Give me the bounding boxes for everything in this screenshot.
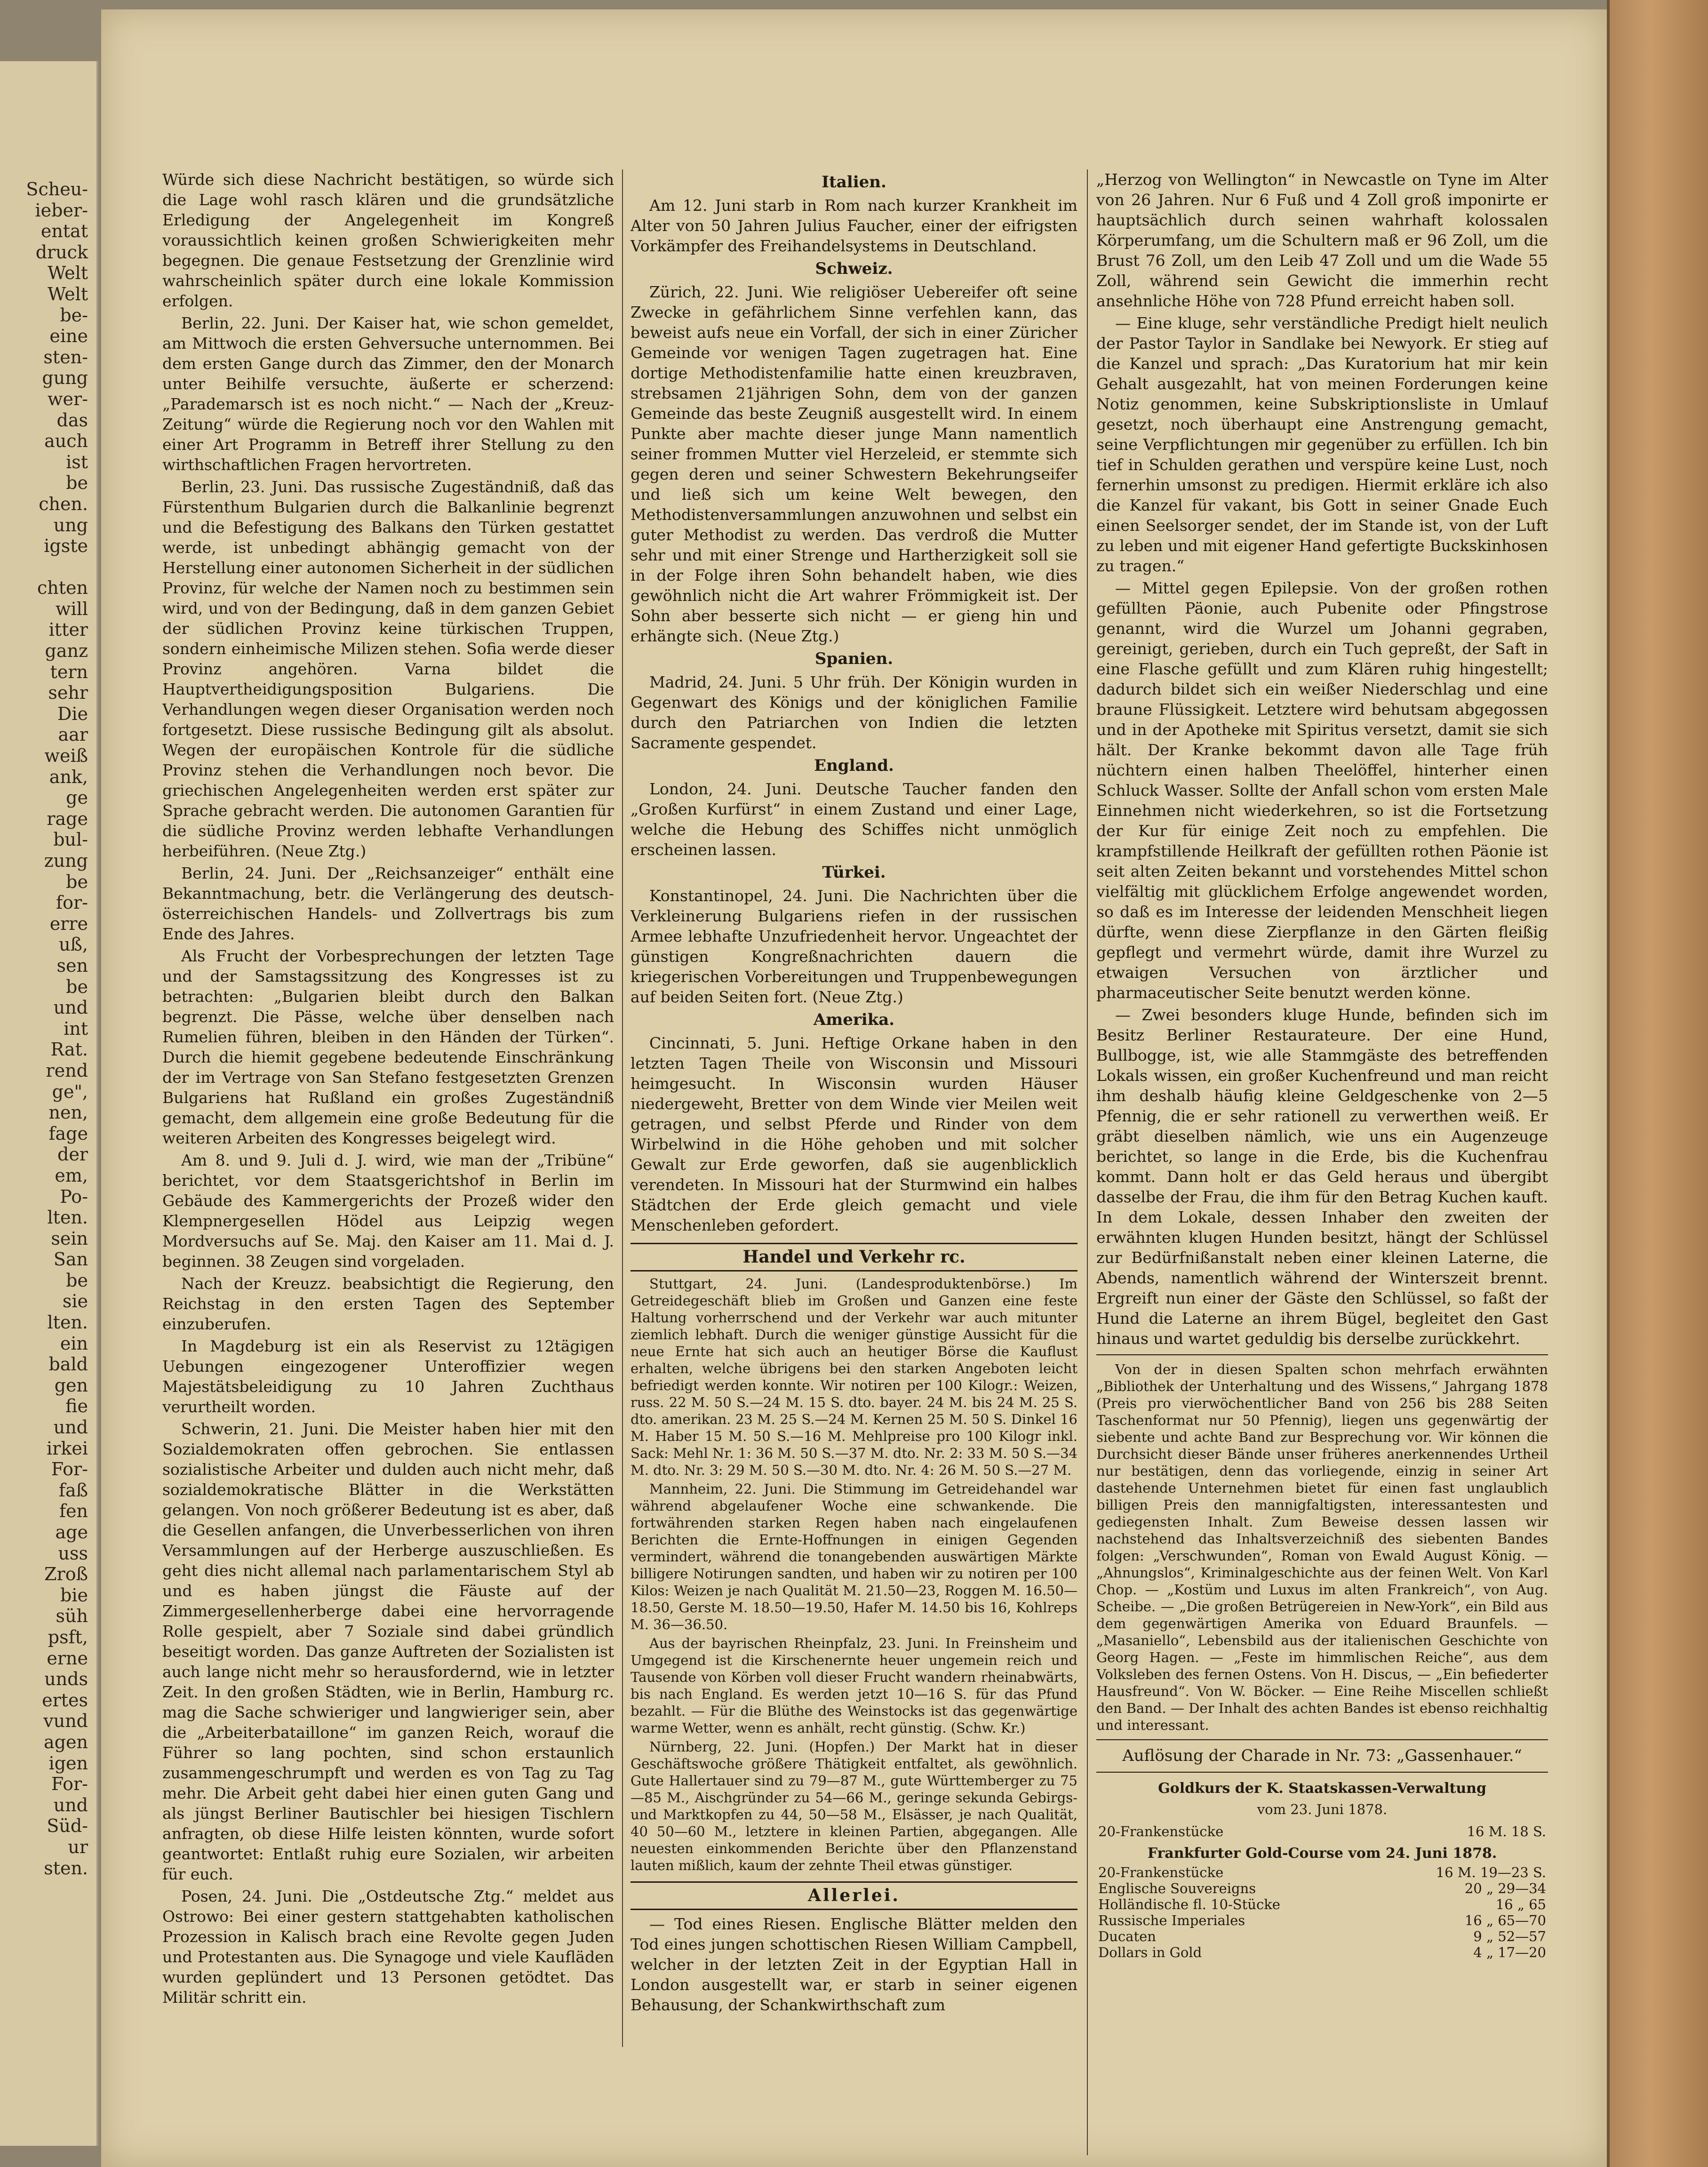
table-row — [1096, 1896, 1548, 1912]
article-paragraph: Am 8. und 9. Juli d. J. wird, wie man der „Tribüne“ berichtet, vor dem Staatsgerichtshof in Berlin im Gebäude des Kammergerichts der Prozeß wider den Klempnergesellen Hödel aus Leipzig wegen Mordversuchs auf Se. Maj. den Kaiser am 11. Mai d. J. beginnen. 38 Zeugen sind vorgeladen. — [162, 1151, 614, 1271]
market-report: Aus der bayrischen Rheinpfalz, 23. Juni. In Freinsheim und Umgegend ist die Kirschenernte heuer ungemein reich und Tausende von Körben voll dieser Frucht wandern rheinabwärts, bis nach England. Es werden jetzt 10—16 S. für das Pfund bezahlt. — Für die Blüthe des Weinstocks ist das gegenwärtige warme Wetter, wenn es anhält, recht günstig. (Schw. Kr.) — [631, 1635, 1077, 1736]
table-row — [1096, 1864, 1548, 1880]
rate-value: 16 M. 18 S. — [1467, 1823, 1546, 1839]
rate-value: 4 „ 17—20 — [1473, 1944, 1546, 1960]
rate-label: Dollars in Gold — [1098, 1944, 1202, 1960]
divider — [1096, 1739, 1548, 1740]
article-paragraph: Schwerin, 21. Juni. Die Meister haben hier mit den Sozialdemokraten offen gebrochen. Sie entlassen sozialistische Arbeiter und dulden auch nicht mehr, daß sozialdemokratische Blätter in die Werkstätten gelangen. Von noch größerer Bedeutung ist es aber, daß die Gesellen anfangen, die Unverbesserlichen von ihren Versammlungen auf der Herberge auszuschließen. Es geht dies nicht allemal nach parlamentarischem Styl ab und es haben jüngst die Fäuste auf der Zimmergesellenherberge dabei eine hervorragende Rolle gespielt, aber 7 Soziale sind dabei gründlich beseitigt worden. Das ganze Auftreten der Sozialisten ist auch lange nicht mehr so herausfordernd, wie in letzter Zeit. In den großen Städten, wie in Berlin, Hamburg rc. mag die Sache schwieriger und langwieriger sein, aber die „Arbeiterbataillone“ im ganzen Reich, worauf die Führer so lang pochten, sind schon erstaunlich zusammengeschrumpft und werden es von Tag zu Tag mehr. Die Arbeit geht dabei hier einen guten Gang und als jüngst Berliner Bautischler bei hiesigen Tischlern anfragten, ob diese Hilfe leisten könnten, wurde sofort geantwortet: Entlaßt ruhig eure Sozialen, wir arbeiten für euch. — [162, 1420, 614, 1883]
rate-value: 9 „ 52—57 — [1473, 1928, 1546, 1944]
article-paragraph: Zürich, 22. Juni. Wie religiöser Uebereifer oft seine Zwecke in gefährlichem Sinne verfehlen kann, das beweist aufs neue ein Vorfall, der sich in einer Züricher Gemeinde vor wenigen Tagen zugetragen hat. Eine dortige Methodistenfamilie hatte einen kreuzbraven, strebsamen 21jährigen Sohn, dem von der ganzen Gemeinde das beste Zeugniß ausgestellt wird. In einem Punkte aber machte dieser junge Mann namentlich seiner frommen Mutter viel Herzeleid, er stemmte sich gegen deren und seiner Schwestern Bekehrungseifer und ließ sich um keine Welt bewegen, den Methodistenversammlungen anzuwohnen und selbst ein guter Methodist zu werden. Das verdroß die Mutter sehr und mit einer Strenge und Hartherzigkeit soll sie in der Folge ihren Sohn behandelt haben, wie dies gewöhnlich nicht die Art wahrer Frömmigkeit ist. Der Sohn aber besserte sich nicht — er gieng hin und erhängte sich. (Neue Ztg.) — [631, 283, 1077, 645]
facing-page-fragments: Scheu- ieber- entat druck Welt Welt be- eine sten- gung wer- das auch ist be chen. ung igste chten will itter ganz tern sehr Die aar weiß ank, ge rage bul- zung be for- erre uß, sen be und int Rat. rend ge", nen, fage der em, Po- lten. sein San be sie lten. ein bald gen fie und irkei For- faß fen age uss Zroß bie süh psft, erne unds ertes vund agen igen For- und Süd- ur sten. — [26, 179, 88, 1879]
article-paragraph: — Mittel gegen Epilepsie. Von der großen rothen gefüllten Päonie, auch Pubenite oder Pfingstrose genannt, wird die Wurzel um Johanni gegraben, gereinigt, gerieben, durch ein Tuch gepreßt, der Saft in eine Flasche gefüllt und zum Klären ruhig hingestellt; dadurch bildet sich ein weißer Niederschlag und eine braune Flüssigkeit. Letztere wird behutsam abgegossen und in der Apotheke mit Spiritus versetzt, damit sie sich hält. Der Kranke bekommt davon alle Tage früh nüchtern einen halben Theelöffel, hinterher einen Schluck Wasser. Sollte der Anfall schon vom ersten Male Einnehmen nicht wiederkehren, so ist die Fortsetzung der Kur für einige Zeit noch zu empfehlen. Die krampfstillende Heilkraft der gefüllten rothen Päonie ist seit alten Zeiten bekannt und vorstehendes Mittel schon vielfältig mit glücklichem Erfolge angewendet worden, so daß es im Interesse der leidenden Menschheit liegen dürfte, wenn diese Zierpflanze in den Gärten fleißig gepflegt und vermehrt würde, damit ihre Wurzel zu etwaigen Versuchen von ärztlicher und pharmaceutischer Seite benutzt werden könne. — [1096, 579, 1548, 1002]
rate-value: 16 „ 65—70 — [1464, 1912, 1546, 1928]
rate-label: Russische Imperiales — [1098, 1912, 1245, 1928]
market-report: Nürnberg, 22. Juni. (Hopfen.) Der Markt hat in dieser Geschäftswoche größere Thätigkeit entfaltet, als gewöhnlich. Gute Hallertauer sind zu 79—87 M., gute Württemberger zu 75—85 M., Aischgründer zu 54—66 M., geringe sekunda Gebirgs- und Marktkopfen zu 44, 50—58 M., Elsässer, je nach Qualität, 40 50—60 M., letztere in kleinen Partien, abgegangen. Alle neuesten einkommenden Berichte über den Pflanzenstand lauten mißlich, kaum der zehnte Theil etwas günstiger. — [631, 1739, 1077, 1873]
article-paragraph: Würde sich diese Nachricht bestätigen, so würde sich die Lage wohl rasch klären und die grundsätzliche Erledigung der Angelegenheit im Kongreß voraussichtlich keinen großen Schwierigkeiten mehr begegnen. Die genaue Festsetzung der Grenzlinie wird wahrscheinlich später durch eine lokale Kommission erfolgen. — [162, 170, 614, 310]
article-paragraph: Konstantinopel, 24. Juni. Die Nachrichten über die Verkleinerung Bulgariens riefen in der russischen Armee lebhafte Unzufriedenheit hervor. Ungeachtet der günstigen Kongreßnachrichten dauern die kriegerischen Vorbereitungen und Truppenbewegungen auf beiden Seiten fort. (Neue Ztg.) — [631, 887, 1077, 1006]
article-paragraph: Berlin, 24. Juni. Der „Reichsanzeiger“ enthält eine Bekanntmachung, betr. die Verlängerung des deutsch-österreichischen Handels- und Zollvertrags bis zum Ende des Jahres. — [162, 864, 614, 943]
table-row — [1096, 1823, 1548, 1839]
column-3 — [1096, 169, 1548, 2165]
article-paragraph: Berlin, 22. Juni. Der Kaiser hat, wie schon gemeldet, am Mittwoch die ersten Gehversuche unternommen. Bei dem ersten Gange durch das Zimmer, den der Monarch unter Beihilfe versuchte, äußerte er scherzend: „Parademarsch ist es noch nicht.“ — Nach der „Kreuz-Zeitung“ würde die Regierung noch vor den Wahlen mit einer Art Programm in Betreff ihrer Stellung zu den wirthschaftlichen Fragen hervortreten. — [162, 314, 614, 474]
article-paragraph: — Zwei besonders kluge Hunde, befinden sich im Besitz Berliner Restaurateure. Der eine Hund, Bullbogge, ist, wie alle Stammgäste des betreffenden Lokals wissen, ein großer Kuchenfreund und man reicht ihm deshalb häufig kleine Geldgeschenke von 2—5 Pfennig, die er sehr rationell zu verwerthen weiß. Er gräbt dieselben nämlich, wie uns ein Augenzeuge berichtet, so lange in die Erde, bis die Kuchenfrau kommt. Dann holt er das Geld heraus und übergibt dasselbe der Frau, die ihm für den Betrag Kuchen kauft. In dem Lokale, dessen Inhaber den zweiten der erwähnten klugen Hunden besitzt, hängt der Schlüssel zur Bedürfnißanstalt neben einer kleinen Laterne, die Abends, namentlich während der Winterszeit brennt. Ergreift nun einer der Gäste den Schlüssel, so faßt der Hund die Laterne an ihrem Bügel, begleitet den Gast hinaus und wartet geduldig bis derselbe zurückkehrt. — [1096, 1006, 1548, 1348]
article-paragraph: In Magdeburg ist ein als Reservist zu 12tägigen Uebungen eingezogener Unteroffizier wegen Majestätsbeleidigung zu 10 Jahren Zuchthaus verurtheilt worden. — [162, 1337, 614, 1416]
article-paragraph: London, 24. Juni. Deutsche Taucher fanden den „Großen Kurfürst“ in einem Zustand und einer Lage, welche die Hebung des Schiffes nicht unmöglich erscheinen lassen. — [631, 780, 1077, 859]
table-row — [1096, 1912, 1548, 1928]
article-paragraph: Als Frucht der Vorbesprechungen der letzten Tage und der Samstagssitzung des Kongresses ist zu betrachten: „Bulgarien bleibt durch den Balkan begrenzt. Die Pässe, welche über denselben nach Rumelien führen, bleiben in den Händen der Türken“. Durch die hiemit gegebene bedeutende Einschränkung der im Vertrage von San Stefano festgesetzten Grenzen Bulgariens hat Rußland ein großes Zugeständniß gemacht, dem allgemein eine große Bedeutung für die weiteren Arbeiten des Kongresses beigelegt wird. — [162, 947, 614, 1147]
gold-rate-date-1: vom 23. Juni 1878. — [1257, 1801, 1388, 1817]
section-heading-tuerkei: Türkei. — [822, 863, 886, 882]
article-paragraph: — Eine kluge, sehr verständliche Predigt hielt neulich der Pastor Taylor in Sandlake bei Newyork. Er stieg auf die Kanzel und sprach: „Das Kuratorium hat mir kein Gehalt ausgezahlt, hat von meinen Forderungen keine Notiz genommen, keine Subskriptionsliste in Umlauf gesetzt, noch überhaupt eine Anstrengung gemacht, seine Verpflichtungen mir gegenüber zu erfüllen. Ich bin tief in Schulden gerathen und verspüre keine Lust, noch fernerhin umsonst zu predigen. Hiermit erkläre ich also die Kanzel für vakant, bis Gott in seiner Gnade Euch einen Seelsorger sendet, der im Stande ist, von der Luft zu leben und mit eigener Hand gefertigte Buckskinhosen zu tragen.“ — [1096, 314, 1548, 575]
facing-page-edge — [0, 61, 98, 2146]
section-heading-amerika: Amerika. — [813, 1010, 895, 1029]
gold-rate-table-2 — [1096, 1864, 1548, 1960]
table-row — [1096, 1944, 1548, 1960]
article-paragraph: Madrid, 24. Juni. 5 Uhr früh. Der Königin wurden in Gegenwart des Königs und der königlichen Familie durch den Patriarchen von Indien die letzten Sacramente gespendet. — [631, 673, 1077, 752]
rate-label: 20-Frankenstücke — [1098, 1823, 1224, 1839]
column-rule-1 — [622, 169, 623, 2047]
rate-label: Holländische fl. 10-Stücke — [1098, 1896, 1280, 1912]
column-2 — [631, 169, 1077, 2155]
book-cover-edge — [1607, 0, 1708, 2167]
divider — [1096, 1772, 1548, 1773]
divider — [1096, 1354, 1548, 1355]
section-heading-handel: Handel und Verkehr rc. — [631, 1243, 1077, 1271]
table-row — [1096, 1928, 1548, 1944]
gold-rate-title-1: Goldkurs der K. Staatskassen-Verwaltung — [1158, 1780, 1486, 1797]
article-paragraph: Am 12. Juni starb in Rom nach kurzer Krankheit im Alter von 50 Jahren Julius Faucher, einer der eifrigsten Vorkämpfer des Freihandelsystems in Deutschland. — [631, 196, 1077, 255]
article-paragraph: Cincinnati, 5. Juni. Heftige Orkane haben in den letzten Tagen Theile von Wisconsin und Missouri heimgesucht. In Wisconsin wurden Häuser niedergeweht, Bretter von dem Winde vier Meilen weit getragen, und selbst Pferde und Rinder von dem Wirbelwind in die Höhe gehoben und mit solcher Gewalt zur Erde geworfen, daß sie augenblicklich verendeten. In Missouri hat der Sturmwind ein halbes Städtchen der Erde gleich gemacht und viele Menschenleben gefordert. — [631, 1034, 1077, 1234]
charade-solution: Auflösung der Charade in Nr. 73: „Gassenhauer.“ — [1122, 1746, 1522, 1765]
rate-value: 16 M. 19—23 S. — [1436, 1864, 1546, 1880]
section-heading-schweiz: Schweiz. — [815, 259, 893, 278]
section-heading-england: England. — [814, 756, 894, 775]
section-heading-allerlei: Allerlei. — [631, 1881, 1077, 1910]
gold-rate-title-2: Frankfurter Gold-Course vom 24. Juni 1878. — [1147, 1845, 1497, 1862]
article-paragraph: — Tod eines Riesen. Englische Blätter melden den Tod eines jungen schottischen Riesen William Campbell, welcher in der letzten Zeit in der Egyptian Hall in London ausgestellt war, er starb in seiner eigenen Behausung, der Schankwirthschaft zum — [631, 1915, 1077, 2014]
article-paragraph: „Herzog von Wellington“ in Newcastle on Tyne im Alter von 26 Jahren. Nur 6 Fuß und 4 Zoll groß imponirte er hauptsächlich durch seinen wahrhaft kolossalen Körperumfang, um die Schultern maß er 96 Zoll, um die Brust 76 Zoll, um den Leib 47 Zoll und um die Wade 55 Zoll, während sein Gewicht die immerhin recht ansehnliche Höhe von 728 Pfund erreicht haben soll. — [1096, 170, 1548, 310]
article-paragraph: Berlin, 23. Juni. Das russische Zugeständniß, daß das Fürstenthum Bulgarien durch die Balkanlinie begrenzt und die Befestigung des Balkans den Türken gestattet werde, ist unbedingt abhängig gemacht von der Herstellung einer autonomen Sicherheit in der südlichen Provinz, für welche der Namen noch zu bestimmen sein wird, und von der Bedingung, daß in dem ganzen Gebiet der südlichen Provinz keine türkischen Truppen, sondern einheimische Milizen stehen. Sofia werde dieser Provinz angehören. Varna bildet die Hauptvertheidigungsposition Bulgariens. Die Verhandlungen wegen dieser Organisation werden noch fortgesetzt. Diese russische Bedingung gilt als absolut. Wegen der europäischen Kontrole für die südliche Provinz stehen die Verhandlungen noch bevor. Die griechischen Angelegenheiten werden erst später zur Sprache gebracht werden. Die autonomen Garantien für die südliche Provinz werden lebhafte Verhandlungen herbeiführen. (Neue Ztg.) — [162, 478, 614, 860]
rate-value: 20 „ 29—34 — [1464, 1880, 1546, 1896]
rate-label: 20-Frankenstücke — [1098, 1864, 1224, 1880]
section-heading-spanien: Spanien. — [814, 649, 894, 668]
article-paragraph: Nach der Kreuzz. beabsichtigt die Regierung, den Reichstag in den ersten Tagen des September einzuberufen. — [162, 1274, 614, 1333]
rate-label: Ducaten — [1098, 1928, 1156, 1944]
section-heading-italien: Italien. — [822, 173, 886, 192]
rate-label: Englische Souvereigns — [1098, 1880, 1256, 1896]
rate-value: 16 „ 65 — [1495, 1896, 1546, 1912]
article-paragraph: Posen, 24. Juni. Die „Ostdeutsche Ztg.“ meldet aus Ostrowo: Bei einer gestern stattgehabten katholischen Prozession in Kalisch brach eine Revolte gegen Juden und Protestanten aus. Die Synagoge und viele Kaufläden wurden geplündert und 13 Personen getödtet. Das Militär schritt ein. — [162, 1887, 614, 2007]
gold-rate-table-1 — [1096, 1823, 1548, 1839]
market-report: Mannheim, 22. Juni. Die Stimmung im Getreidehandel war während abgelaufener Woche eine schwankende. Die fortwährenden starken Regen haben nach eingelaufenen Berichten die Ernte-Hoffnungen in einigen Gegenden vermindert, während die tonangebenden auswärtigen Märkte billigere Notirungen sandten, und haben wir zu notiren per 100 Kilos: Weizen je nach Qualität M. 21.50—23, Roggen M. 16.50—18.50, Gerste M. 18.50—19.50, Hafer M. 14.50 bis 16, Kohlreps M. 36—36.50. — [631, 1481, 1077, 1632]
book-notice: Von der in diesen Spalten schon mehrfach erwähnten „Bibliothek der Unterhaltung und des Wissens,“ Jahrgang 1878 (Preis pro vierwöchentlicher Band von 256 bis 288 Seiten Taschenformat nur 50 Pfennig), liegen uns gegenwärtig der siebente und achte Band zur Besprechung vor. Wir können die Durchsicht dieser Bände unser früheres anerkennendes Urtheil nur bestätigen, denn das vorliegende, einzig in seiner Art dastehende Unternehmen bietet für einen fast unglaublich billigen Preis den mannigfaltigsten, interessantesten und gediegensten Inhalt. Zum Beweise dessen lassen wir nachstehend das Inhaltsverzeichniß des siebenten Bandes folgen: „Verschwunden“, Roman von Ewald August König. — „Ahnungslos“, Kriminalgeschichte aus der feinen Welt. Von Karl Chop. — „Kostüm und Luxus im alten Frankreich“, von Aug. Scheibe. — „Die großen Betrügereien in New-York“, ein Bild aus dem gegenwärtigen Amerika von Eduard Braunfels. — „Masaniello“, Lebensbild aus der italienischen Geschichte von Georg Hagen. — „Feste im himmlischen Reiche“, aus dem Volksleben des fernen Ostens. Von H. Discus, — „Ein befiederter Hausfreund“. Von W. Böcker. — Eine Reihe Miscellen schließt den Band. — Der Inhalt des achten Bandes ist ebenso reichhaltig und interessant. — [1096, 1361, 1548, 1733]
table-row — [1096, 1880, 1548, 1896]
column-rule-2 — [1087, 169, 1088, 2155]
market-report: Stuttgart, 24. Juni. (Landesproduktenbörse.) Im Getreidegeschäft blieb im Großen und Ganzen eine feste Haltung vorherrschend und der Verkehr war auch mitunter ziemlich lebhaft. Durch die weniger günstige Aussicht für die neue Ernte hat sich auch an heutiger Börse die Kauflust erhalten, welche übrigens bei den starken Angeboten leicht befriedigt werden konnte. Wir notiren per 100 Kilogr.: Weizen, russ. 22 M. 50 S.—24 M. 15 S. dto. bayer. 24 M. bis 24 M. 25 S. dto. amerikan. 23 M. 25 S.—24 M. Kernen 25 M. 50 S. Dinkel 16 M. Haber 15 M. 50 S.—16 M. Mehlpreise pro 100 Kilogr inkl. Sack: Mehl Nr. 1: 36 M. 50 S.—37 M. dto. Nr. 2: 33 M. 50 S.—34 M. dto. Nr. 3: 29 M. 50 S.—30 M. dto. Nr. 4: 26 M. 50 S.—27 M. — [631, 1276, 1077, 1478]
column-1 — [162, 169, 614, 2047]
